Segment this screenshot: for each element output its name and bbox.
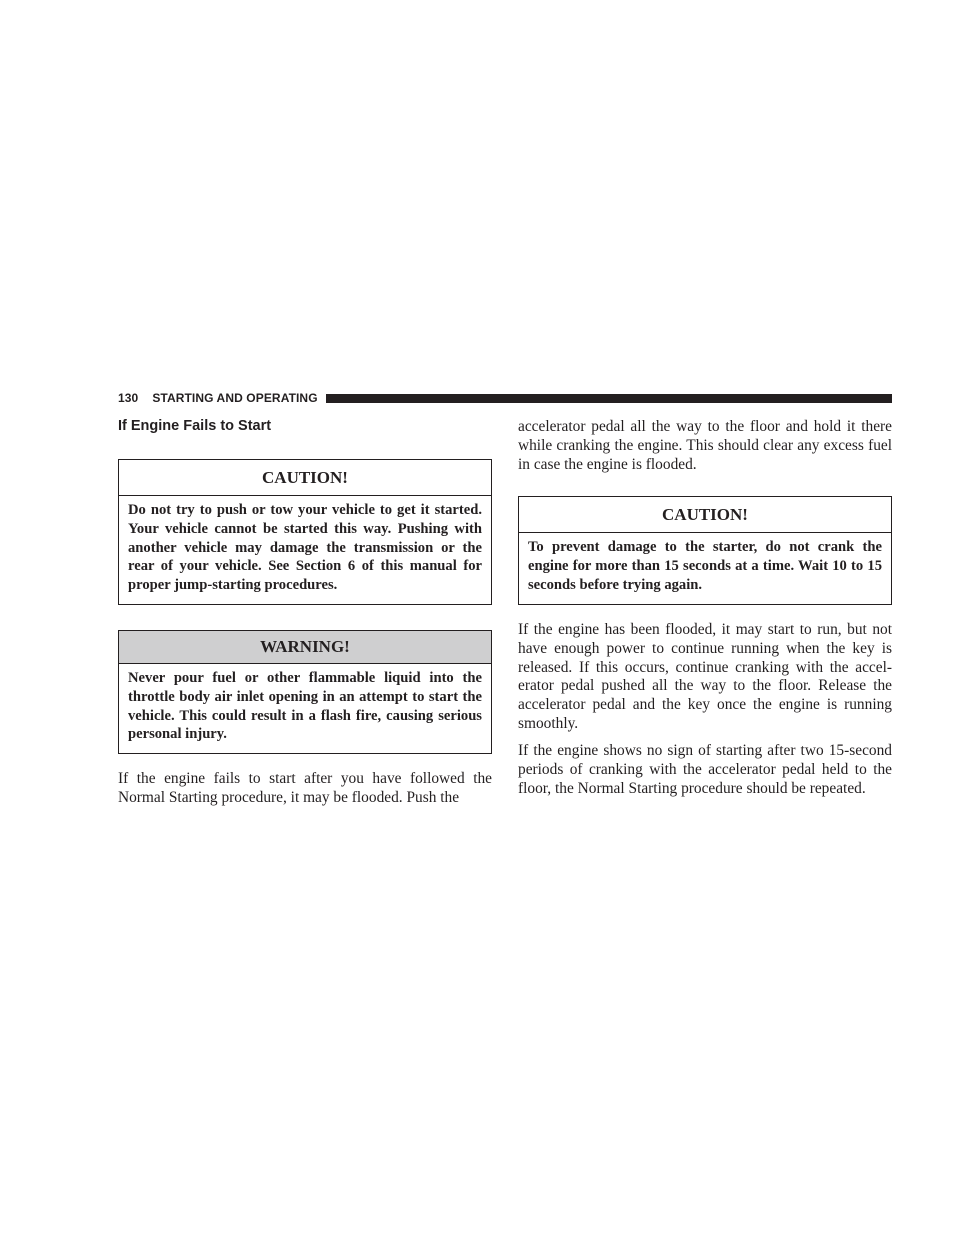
warning-body: Never pour fuel or other flammable liquid into the throttle body air inlet opening in an attempt to start the vehicle. This could result in a flash fire, causing serious personal injury. <box>128 670 482 743</box>
page-number: 130 <box>118 391 139 405</box>
caution-title: CAUTION! <box>119 460 491 496</box>
caution-title: CAUTION! <box>519 497 891 533</box>
caution-box-push-tow <box>118 459 492 605</box>
warning-title: WARNING! <box>119 631 491 664</box>
caution-box-starter <box>518 496 892 605</box>
page-header <box>118 390 892 406</box>
warning-box-fuel <box>118 630 492 754</box>
paragraph-flooded-run: If the engine has been flooded, it may start to run, but not have enough power to continue running when the key is released. If this occurs, continue cranking with the accelerator pedal pushed all the way to the floor. Release the accelerator pedal and the key once the engine is running smoothly. <box>518 621 892 732</box>
header-rule <box>326 394 892 403</box>
caution-body: To prevent damage to the starter, do not crank the engine for more than 15 seconds at a time. Wait 10 to 15 seconds before trying again. <box>528 539 882 593</box>
caution-body: Do not try to push or tow your vehicle to get it started. Your vehicle cannot be started this way. Pushing with another vehicle may damage the transmission or the rear of your vehicle. See Section 6 of this manual for proper jump-starting procedures. <box>128 502 482 594</box>
section-title: STARTING AND OPERATING <box>152 391 318 405</box>
section-heading: If Engine Fails to Start <box>118 418 272 434</box>
paragraph-accelerator: accelerator pedal all the way to the floor and hold it there while cranking the engine. This should clear any excess fuel in case the engine is flooded. <box>518 418 892 473</box>
paragraph-flooded-intro: If the engine fails to start after you have followed the Normal Starting procedure, it may be flooded. Push the <box>118 770 492 806</box>
paragraph-no-start: If the engine shows no sign of starting after two 15-second periods of cranking with the accelerator pedal held to the floor, the Normal Starting procedure should be repeated. <box>518 742 892 797</box>
